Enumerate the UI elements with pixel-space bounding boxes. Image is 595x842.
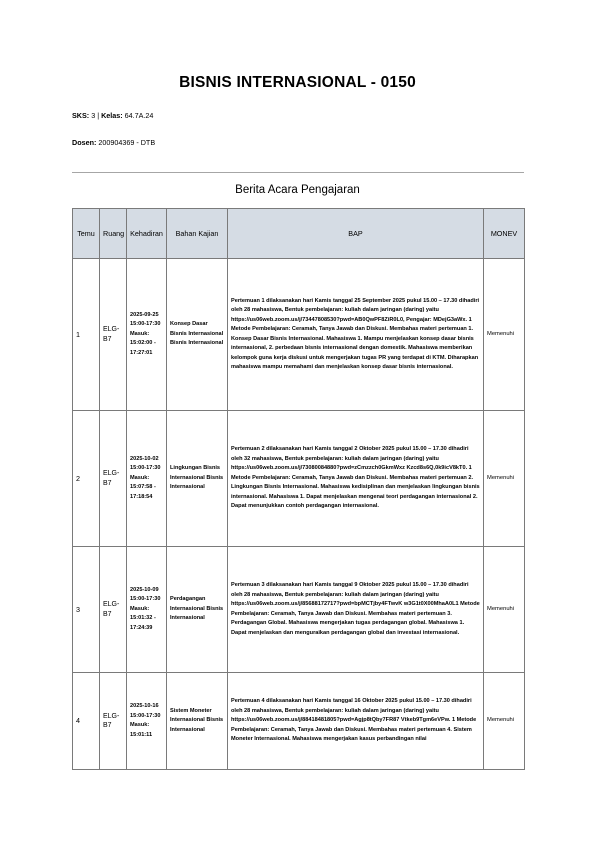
table-header-row <box>73 209 525 259</box>
dosen-label: Dosen: <box>72 138 97 147</box>
header-divider <box>72 172 524 173</box>
topic-cell: Konsep Dasar Bisnis Internasional Bisnis Internasional <box>167 259 228 411</box>
topic-cell: Perdagangan Internasional Bisnis Internasional <box>167 547 228 673</box>
section-title: Berita Acara Pengajaran <box>235 184 360 196</box>
meta-separator: | <box>97 111 102 120</box>
attendance-cell: 2025-10-02 15:00-17:30 Masuk: 15:07:58 - 17:18:54 <box>127 411 167 547</box>
table-row <box>73 259 525 411</box>
meeting-number: 1 <box>73 259 100 411</box>
monev-cell: Memenuhi <box>484 547 525 673</box>
course-meta <box>72 111 153 120</box>
monev-cell: Memenuhi <box>484 411 525 547</box>
room-cell: ELG-B7 <box>100 259 127 411</box>
bap-cell: Pertemuan 1 dilaksanakan hari Kamis tanggal 25 September 2025 pukul 15.00 – 17.30 dihadiri oleh 28 mahasiswa, Bentuk pembelajaran: kuliah dalam jaringan (daring) yaitu https://us06web.zoom.us/j/73447808530?pwd=AB0QwPF8ZiR0L0, Pengajar: MDejG3aWx. 1 Metode Pembelajaran: Ceramah, Tanya Jawab dan Diskusi. Membahas materi pertemuan 1. Konsep Dasar Bisnis Internasional. Mahasiswa 1. Mampu menjelaskan konsep dasar bisnis internasional, 2. perbedaan bisnis internasional dengan domestik. Mahasiswa memberikan kelompok guna kerja diskusi untuk mengerjakan tugas PR yang terdapat di KTM. Diharapkan mahasiswa mampu memahami dan menjelaskan konsep dasar bisnis internasional. <box>228 259 484 411</box>
table-row <box>73 547 525 673</box>
sks-label: SKS: <box>72 111 90 120</box>
meeting-number: 4 <box>73 673 100 770</box>
meeting-number: 2 <box>73 411 100 547</box>
bap-cell: Pertemuan 3 dilaksanakan hari Kamis tanggal 9 Oktober 2025 pukul 15.00 – 17.30 dihadiri oleh 28 mahasiswa, Bentuk pembelajaran: kuliah dalam jaringan (daring) yaitu https://us06web.zoom.us/j/85688172717?pwd=bpMCTjby4FTwvK w3G1t0X00MhaA0L1 Metode Pembelajaran: Ceramah, Tanya Jawab dan Diskusi. Membahas materi pertemuan 3. Perdagangan Global. Mahasiswa mengerjakan tugas perdagangan global. Mahasiswa 1. Dapat menjelaskan dan menguraikan perdagangan global dan investasi internasional. <box>228 547 484 673</box>
lecturer-info <box>72 138 155 147</box>
meeting-number: 3 <box>73 547 100 673</box>
kelas-value: 64.7A.24 <box>124 111 154 120</box>
room-cell: ELG-B7 <box>100 411 127 547</box>
course-title: BISNIS INTERNASIONAL - 0150 <box>179 74 416 91</box>
sks-value: 3 <box>91 111 96 120</box>
table-row <box>73 673 525 770</box>
bap-cell: Pertemuan 2 dilaksanakan hari Kamis tanggal 2 Oktober 2025 pukul 15.00 – 17.30 dihadiri oleh 32 mahasiswa, Bentuk pembelajaran: kuliah dalam jaringan (daring) yaitu https://us06web.zoom.us/j/73080084880?pwd=zCmzzch0GkmWxz Kzcd8s6Q,0k9icV8kT0. 1 Metode Pembelajaran: Ceramah, Tanya Jawab dan Diskusi. Membahas materi pertemuan 2. Lingkungan Bisnis Internasional. Mahasiswa kedisiplinan dan menjelaskan lingkungan bisnis internasional. Mahasiswa 1. Dapat menjelaskan mengenai teori perdagangan internasional 2. Dapat menunjukkan contoh perdagangan internasional. <box>228 411 484 547</box>
attendance-cell: 2025-10-16 15:00-17:30 Masuk: 15:01:11 <box>127 673 167 770</box>
header-ruang: Ruang <box>100 209 127 259</box>
header-monev: MONEV <box>484 209 525 259</box>
header-bahan-kajian: Bahan Kajian <box>167 209 228 259</box>
attendance-cell: 2025-09-25 15:00-17:30 Masuk: 15:02:00 - 17:27:01 <box>127 259 167 411</box>
monev-cell: Memenuhi <box>484 673 525 770</box>
header-temu: Temu <box>73 209 100 259</box>
header-bap: BAP <box>228 209 484 259</box>
monev-cell: Memenuhi <box>484 259 525 411</box>
topic-cell: Sistem Moneter Internasional Bisnis Internasional <box>167 673 228 770</box>
bap-table <box>72 208 525 770</box>
table-row <box>73 411 525 547</box>
kelas-label: Kelas: <box>101 111 123 120</box>
header-kehadiran: Kehadiran <box>127 209 167 259</box>
attendance-cell: 2025-10-09 15:00-17:30 Masuk: 15:01:32 - 17:24:39 <box>127 547 167 673</box>
bap-cell: Pertemuan 4 dilaksanakan hari Kamis tanggal 16 Oktober 2025 pukul 15.00 – 17.30 dihadiri oleh 28 mahasiswa, Bentuk pembelajaran: kuliah dalam jaringan (daring) yaitu https://us06web.zoom.us/j/88418481805?pwd=Agjp8tQby7FR87 Vtkeb9Tgm6eVPw. 1 Metode Pembelajaran: Ceramah, Tanya Jawab dan Diskusi. Membahas materi pertemuan 4. Sistem Moneter Internasional. Mahasiswa mengerjakan kasus perbandingan nilai <box>228 673 484 770</box>
topic-cell: Lingkungan Bisnis Internasional Bisnis Internasional <box>167 411 228 547</box>
room-cell: ELG-B7 <box>100 547 127 673</box>
dosen-value: 200904369 - DTB <box>98 138 156 147</box>
room-cell: ELG-B7 <box>100 673 127 770</box>
